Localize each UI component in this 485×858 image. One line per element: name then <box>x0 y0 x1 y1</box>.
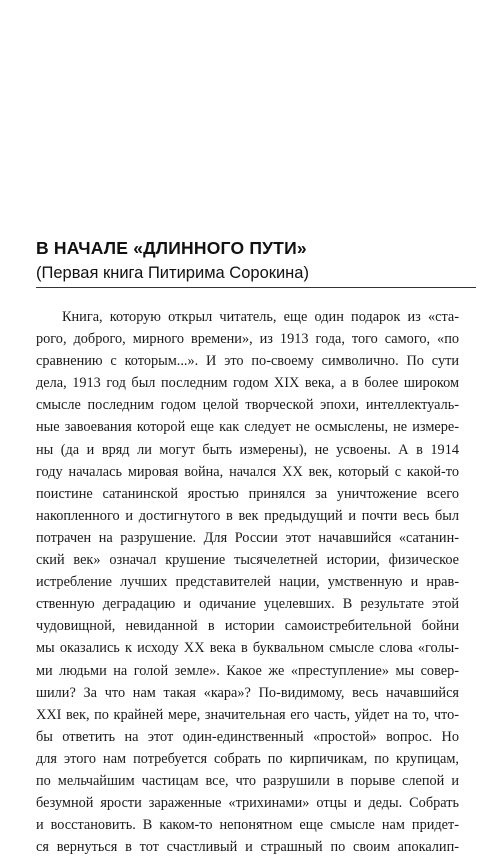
text-line: ский век» означал крушение тысячелетней истории, физическое <box>36 552 459 569</box>
text-line: истребление лучших представителей нации, умственную и нрав- <box>36 574 459 591</box>
chapter-subheading: (Первая книга Питирима Сорокина) <box>36 264 476 288</box>
text-line: бы ответить на этот один-единственный «простой» вопрос. Но <box>36 728 459 745</box>
text-line: Книга, которую открыл читатель, еще один подарок из «ста- <box>62 309 459 325</box>
text-line: ны (да и вряд ли могут быть измерены), не усвоены. А в 1914 <box>36 441 459 458</box>
text-line: поистине сатанинской яростью принялся за уничтожение всего <box>36 485 459 502</box>
text-line: по мельчайшим частицам все, что разрушили в порыве слепой и <box>36 772 459 789</box>
text-line: ные завоевания которой еще как следует не осмыслены, не измере- <box>36 419 459 436</box>
text-line: накопленного и достигнутого в век предыдущий и почти весь был <box>36 507 459 524</box>
text-line: мы оказались к исходу XX века в буквальном смысле слова «голы- <box>36 640 459 657</box>
text-line: сравнению с которым...». И это по-своему символично. По сути <box>36 353 459 370</box>
text-line: ся вернуться в тот счастливый и страшный по своим апокалип- <box>36 839 459 856</box>
text-line: потрачен на разрушение. Для России этот начавшийся «сатанин- <box>36 529 459 546</box>
text-line: чудовищной, невиданной в истории самоистребительной бойни <box>36 618 459 635</box>
text-line: XXI век, по крайней мере, значительная его часть, уйдет на то, что- <box>36 706 459 723</box>
text-line: и восстановить. В каком-то непонятном еще смысле нам придет- <box>36 817 459 834</box>
text-line: безумной ярости зараженные «трихинами» отцы и деды. Собрать <box>36 795 459 812</box>
text-line: году началась мировая война, начался XX век, который с какой-то <box>36 463 459 480</box>
text-line: рого, доброго, мирного времени», из 1913 года, того самого, «по <box>36 331 459 348</box>
text-line: ми людьми на голой земле». Какое же «преступление» мы совер- <box>36 662 459 679</box>
text-line: ственную деградацию и одичание уцелевших. В результате этой <box>36 596 459 613</box>
text-line: дела, 1913 год был последним годом XIX века, а в более широком <box>36 375 459 392</box>
body-text <box>36 306 459 858</box>
text-line: смысле последним годом целой творческой эпохи, интеллектуаль- <box>36 397 459 414</box>
chapter-heading: В НАЧАЛЕ «ДЛИННОГО ПУТИ» <box>36 238 307 258</box>
text-line: шили? За что нам такая «кара»? По-видимому, весь начавшийся <box>36 684 459 701</box>
text-line: для этого нам потребуется собрать по кирпичикам, по крупицам, <box>36 750 459 767</box>
